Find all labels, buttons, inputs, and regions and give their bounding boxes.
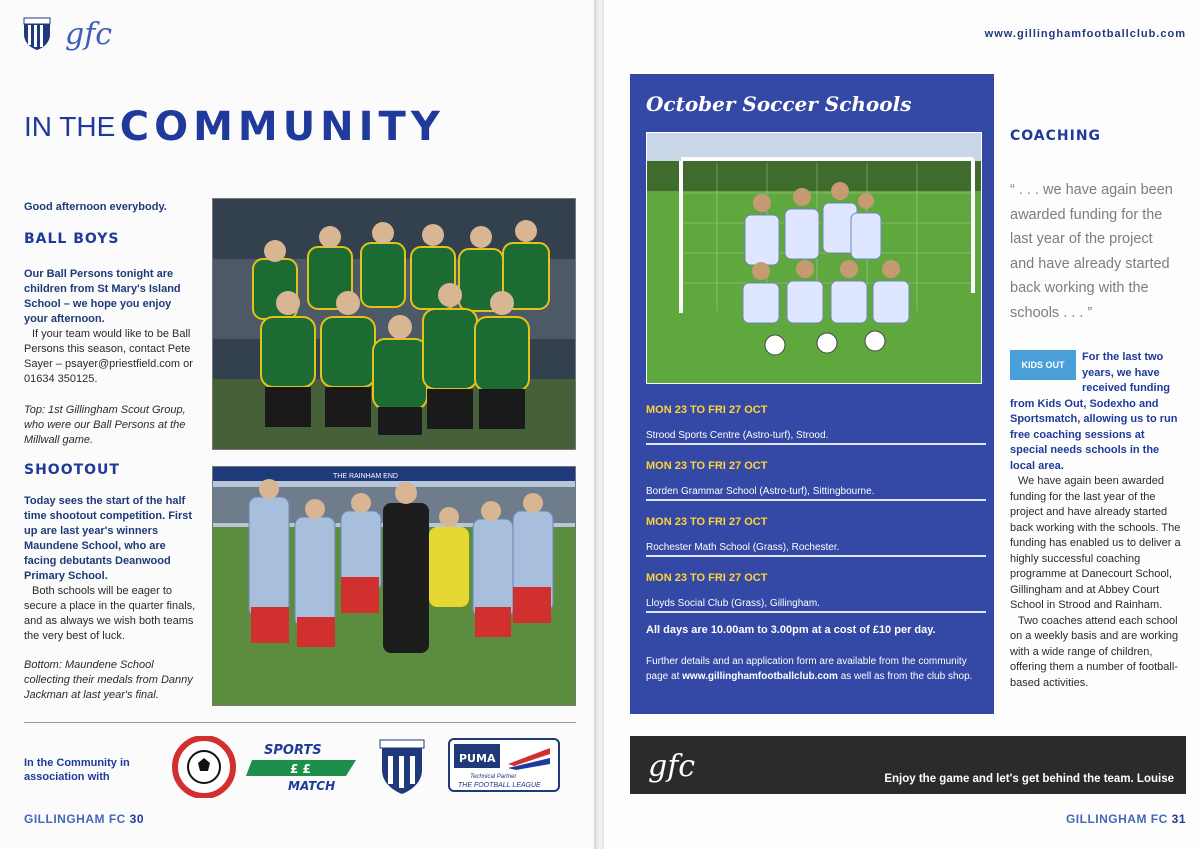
footer-page-number: 30 [129,812,145,826]
page-title [24,104,445,150]
greeting: Good afternoon everybody. [24,201,167,213]
svg-text:gfc: gfc [648,749,696,784]
left-divider [24,722,576,723]
ball-persons-photo [212,198,576,450]
sponsors-label: In the Community in association with [24,757,130,783]
session-venue: Borden Grammar School (Astro-turf), Sittingbourne. [646,486,986,501]
football-in-the-community-logo [168,736,240,798]
sportsmatch-bottom-text: MATCH [288,779,336,793]
ball-boys-body: If your team would like to be Ball Persons this season, contact Pete Sayer – psayer@priestfield.com or 01634 350125. [24,328,193,385]
gfc-monogram-icon [646,744,716,786]
session-date: MON 23 TO FRI 27 OCT [646,516,768,528]
coaching-text-column [1010,350,1184,691]
details-url-link[interactable]: www.gillinghamfootballclub.com [682,671,838,682]
gillingham-crest-icon [22,16,52,52]
puma-brand-text: PUMA [459,752,496,765]
session-date: MON 23 TO FRI 27 OCT [646,572,768,584]
right-footer [1066,812,1186,826]
footer-club: GILLINGHAM FC [24,812,126,826]
session-venue: Strood Sports Centre (Astro-turf), Strood. [646,430,986,445]
session-item [646,516,986,572]
session-list [646,404,986,628]
details-after: as well as from the club shop. [840,671,973,682]
title-big: COMMUNITY [119,104,445,150]
left-footer [24,812,144,826]
right-page [604,0,1200,849]
session-item [646,572,986,628]
shootout-heading: SHOOTOUT [24,462,120,478]
kidsout-logo-text: KIDS OUT [1021,360,1065,370]
title-small: IN THE [24,111,116,142]
kidsout-logo [1010,350,1076,380]
sportsmatch-mid-text: £ £ [290,762,311,776]
gillingham-crest-logo [378,738,426,796]
details-text [646,654,976,684]
puma-sub-text: Technical Partner [470,774,517,780]
footer-page-number: 31 [1171,812,1186,826]
session-date: MON 23 TO FRI 27 OCT [646,404,768,416]
stadium-banner-text: THE RAINHAM END [333,473,398,480]
cost-text: All days are 10.00am to 3.00pm at a cost of £10 per day. [646,624,936,636]
shootout-caption: Bottom: Maundene School collecting their medals from Danny Jackman at last year's final. [24,659,193,701]
website-link[interactable]: www.gillinghamfootballclub.com [984,28,1186,40]
session-venue: Rochester Math School (Grass), Rochester. [646,542,986,557]
ball-boys-caption: Top: 1st Gillingham Scout Group, who were our Ball Persons at the Millwall game. [24,404,186,446]
gfc-monogram-icon [63,14,129,54]
soccer-schools-panel [630,74,994,714]
sportsmatch-top-text: SPORTS [264,743,322,758]
session-item [646,460,986,516]
soccer-schools-title: October Soccer Schools [646,92,912,116]
shootout-body: Both schools will be eager to secure a place in the quarter finals, and as always we wish both teams the very best of luck. [24,585,196,642]
banner-text: Enjoy the game and let's get behind the team. Louise [884,773,1174,785]
coaching-para-2: We have again been awarded funding for the last year of the project and have already started back working with the schools. The funding has enabled us to deliver a highly successful coaching programme at Danecourt School, Gillingham and at Abbey Court School in Strood and Rainham. [1010,475,1181,611]
ball-boys-intro: Our Ball Persons tonight are children from St Mary's Island School – we hope you enjoy your afternoon. [24,268,181,325]
sportsmatch-logo [246,740,362,794]
session-date: MON 23 TO FRI 27 OCT [646,460,768,472]
ball-boys-heading: BALL BOYS [24,231,120,247]
session-venue: Lloyds Social Club (Grass), Gillingham. [646,598,986,613]
coaching-intro: For the last two years, we have received funding from Kids Out, Sodexho and Sportsmatch, allowing us to run free coaching sessions at special needs schools in the local area. [1010,351,1178,472]
bottom-banner [630,736,1186,794]
coaching-quote: “ . . . we have again been awarded funding for the last year of the project and have already started back working with the schools . . . ” [1010,182,1173,321]
left-page [0,0,596,849]
maundene-school-photo [212,466,576,706]
svg-text:gfc: gfc [65,17,113,52]
session-item [646,404,986,460]
left-text-column [24,200,196,703]
shootout-intro: Today sees the start of the half time shootout competition. First up are last year's winners Maundene School, who are facing debutants Deanwood Primary School. [24,495,193,582]
puma-league-text: THE FOOTBALL LEAGUE [458,782,541,789]
details-before: Further details and an application form are available from the community page at [646,656,967,682]
puma-football-league-logo [448,738,560,792]
soccer-school-photo [646,132,982,384]
coaching-para-3: Two coaches attend each school on a weekly basis and are working with a wide range of children, offering them a number of football-based activities. [1010,614,1179,689]
footer-club: GILLINGHAM FC [1065,812,1168,826]
coaching-heading: COACHING [1010,128,1102,144]
